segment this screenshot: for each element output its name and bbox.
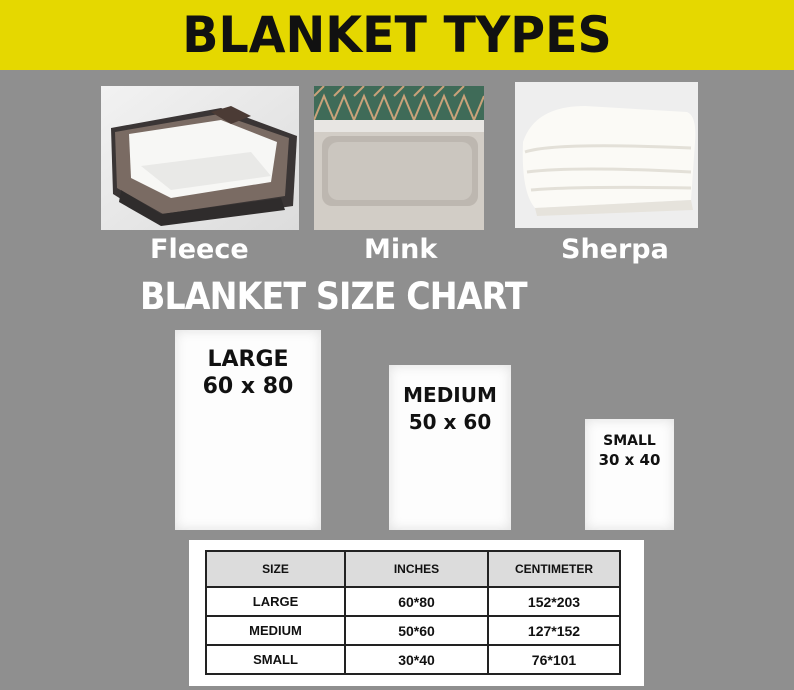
size-table-panel bbox=[189, 540, 644, 686]
fleece-blanket-photo bbox=[101, 86, 299, 230]
size-chart-title: BLANKET SIZE CHART bbox=[140, 275, 527, 318]
sherpa-label: Sherpa bbox=[561, 234, 669, 265]
large-blanket-dims: 60 x 80 bbox=[202, 374, 294, 399]
table-row bbox=[206, 645, 620, 674]
cell-size: MEDIUM bbox=[206, 616, 345, 645]
cell-size: SMALL bbox=[206, 645, 345, 674]
cell-centimeter: 152*203 bbox=[488, 587, 620, 616]
table-header-row bbox=[206, 551, 620, 587]
table-row bbox=[206, 587, 620, 616]
small-blanket-card bbox=[585, 419, 674, 530]
medium-blanket-card bbox=[389, 365, 511, 530]
large-blanket-card bbox=[175, 330, 321, 530]
mink-label: Mink bbox=[364, 234, 438, 265]
sherpa-blanket-photo bbox=[515, 82, 698, 228]
header-size: SIZE bbox=[206, 551, 345, 587]
title-banner bbox=[0, 0, 794, 70]
cell-inches: 30*40 bbox=[345, 645, 488, 674]
header-inches: INCHES bbox=[345, 551, 488, 587]
medium-blanket-dims: 50 x 60 bbox=[408, 410, 492, 434]
cell-centimeter: 76*101 bbox=[488, 645, 620, 674]
cell-inches: 50*60 bbox=[345, 616, 488, 645]
medium-blanket-name: MEDIUM bbox=[403, 383, 497, 407]
header-centimeter: CENTIMETER bbox=[488, 551, 620, 587]
cell-centimeter: 127*152 bbox=[488, 616, 620, 645]
table-row bbox=[206, 616, 620, 645]
cell-inches: 60*80 bbox=[345, 587, 488, 616]
large-blanket-name: LARGE bbox=[207, 347, 289, 372]
size-table bbox=[205, 550, 621, 675]
fleece-label: Fleece bbox=[150, 234, 249, 265]
banner-title: BLANKET TYPES bbox=[182, 6, 612, 64]
small-blanket-name: SMALL bbox=[603, 433, 656, 449]
cell-size: LARGE bbox=[206, 587, 345, 616]
small-blanket-dims: 30 x 40 bbox=[598, 451, 661, 469]
mink-blanket-photo bbox=[314, 86, 484, 230]
